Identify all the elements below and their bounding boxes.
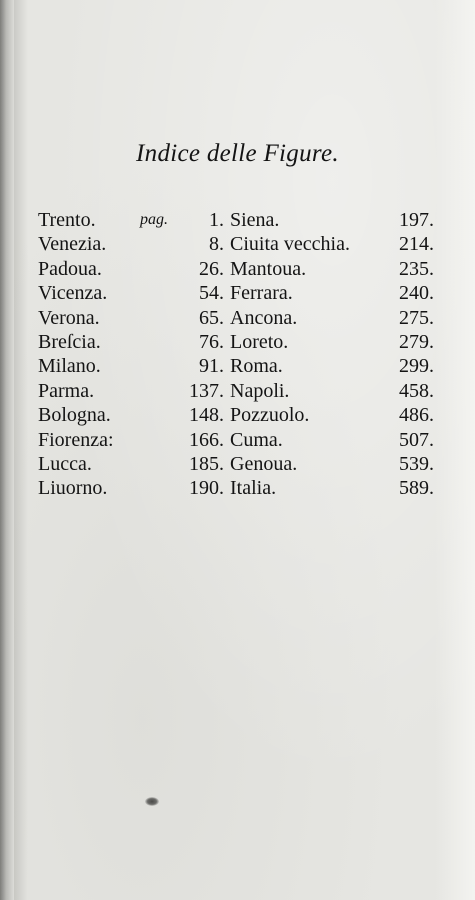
index-row	[38, 354, 438, 378]
city-name-right: Ferrara.	[230, 282, 293, 305]
city-name-right: Mantoua.	[230, 257, 307, 280]
city-name-left: Lucca.	[38, 453, 92, 476]
pag-label	[140, 428, 172, 452]
city-name-left: Trento.	[38, 209, 96, 231]
index-row	[38, 476, 438, 500]
index-row	[38, 330, 438, 354]
page-number-right: 240.	[399, 282, 434, 305]
city-name-right: Roma.	[230, 355, 283, 378]
page-number-right: 589.	[399, 477, 434, 500]
figure-index-table	[38, 208, 438, 501]
index-row	[38, 208, 438, 232]
torn-page-edge	[435, 0, 475, 900]
index-row	[38, 452, 438, 476]
city-name-right: Italia.	[230, 477, 277, 500]
city-name-left: Parma.	[38, 379, 95, 402]
page-number-left: 26.	[199, 257, 224, 280]
pag-label	[140, 306, 172, 330]
city-name-left: Breſcia.	[38, 331, 101, 354]
pag-label	[140, 257, 172, 281]
city-name-left: Venezia.	[38, 233, 107, 256]
city-name-right: Genoua.	[230, 453, 298, 476]
city-name-left: Verona.	[38, 306, 100, 329]
index-row	[38, 428, 438, 452]
pag-label	[140, 354, 172, 378]
page-number-left: 65.	[199, 306, 224, 329]
ink-speck	[145, 797, 159, 806]
page-number-left: 76.	[199, 331, 224, 354]
page-number-right: 279.	[399, 331, 434, 354]
page-number-right: 214.	[399, 233, 434, 256]
page-number-left: 190.	[189, 477, 224, 500]
pag-label	[140, 232, 172, 256]
index-row	[38, 257, 438, 281]
index-row	[38, 306, 438, 330]
city-name-right: Siena.	[230, 209, 280, 231]
pag-label	[140, 330, 172, 354]
city-name-right: Napoli.	[230, 379, 290, 402]
index-row	[38, 232, 438, 256]
city-name-left: Fiorenza:	[38, 428, 114, 451]
page-number-left: 8.	[209, 233, 224, 256]
index-row	[38, 281, 438, 305]
page-number-left: 54.	[199, 282, 224, 305]
city-name-left: Liuorno.	[38, 477, 108, 500]
page-number-right: 507.	[399, 428, 434, 451]
page-number-left: 185.	[189, 453, 224, 476]
page-number-right: 539.	[399, 453, 434, 476]
page-number-right: 486.	[399, 404, 434, 427]
city-name-left: Padoua.	[38, 257, 102, 280]
pag-label	[140, 452, 172, 476]
figure-index-body	[38, 208, 438, 501]
city-name-left: Vicenza.	[38, 282, 108, 305]
city-name-right: Ancona.	[230, 306, 298, 329]
city-name-right: Cuma.	[230, 428, 283, 451]
page-number-left: 137.	[189, 379, 224, 402]
page-number-right: 458.	[399, 379, 434, 402]
pag-label: pag.	[140, 211, 168, 228]
binding-edge	[0, 0, 14, 900]
city-name-right: Ciuita vecchia.	[230, 233, 350, 256]
page-number-left: 166.	[189, 428, 224, 451]
pag-label	[140, 281, 172, 305]
city-name-right: Loreto.	[230, 331, 289, 354]
city-name-left: Bologna.	[38, 404, 111, 427]
pag-label	[140, 379, 172, 403]
page-number-left: 148.	[189, 404, 224, 427]
pag-label	[140, 403, 172, 427]
city-name-left: Milano.	[38, 355, 101, 378]
binding-shadow	[14, 0, 28, 900]
page-number-right: 299.	[399, 355, 434, 378]
page-number-right: 197.	[399, 209, 434, 231]
page-number-left: 91.	[199, 355, 224, 378]
index-row	[38, 403, 438, 427]
pag-label	[140, 476, 172, 500]
page-title: Indice delle Figure.	[136, 140, 339, 167]
page-number-right: 275.	[399, 306, 434, 329]
page-number-left: 1.	[209, 209, 224, 231]
city-name-right: Pozzuolo.	[230, 404, 310, 427]
index-row	[38, 379, 438, 403]
page-number-right: 235.	[399, 257, 434, 280]
